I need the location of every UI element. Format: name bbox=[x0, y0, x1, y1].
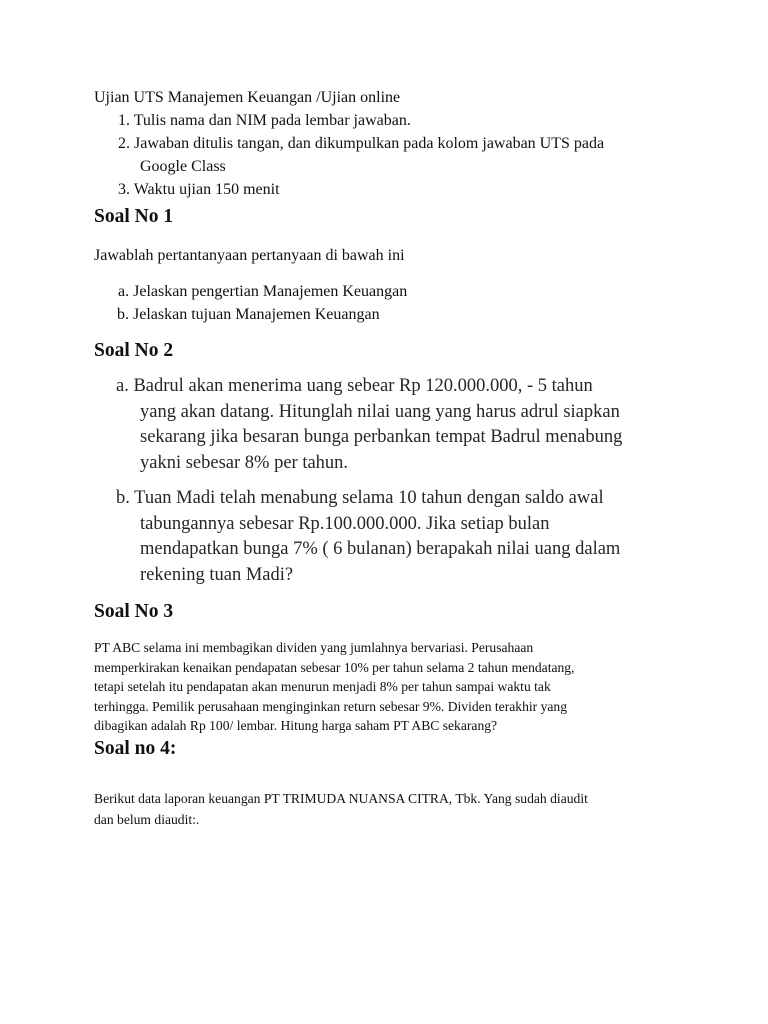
soal-4-line-2: dan belum diaudit:. bbox=[94, 811, 200, 827]
soal-4-heading: Soal no 4: bbox=[94, 738, 177, 759]
exam-title: Ujian UTS Manajemen Keuangan /Ujian online bbox=[94, 89, 401, 106]
item-text: Tuan Madi telah menabung selama 10 tahun dengan saldo awal bbox=[134, 488, 604, 508]
item-text: Badrul akan menerima uang sebear Rp 120.000.000, - 5 tahun bbox=[133, 376, 593, 396]
instruction-number: 2. bbox=[118, 135, 130, 152]
instruction-text: Waktu ujian 150 menit bbox=[133, 181, 280, 198]
instruction-item-2 bbox=[118, 132, 604, 155]
soal-2-item-a-line-3: sekarang jika besaran bunga perbankan tempat Badrul menabung bbox=[140, 427, 623, 447]
soal-2-item-b-line-4: rekening tuan Madi? bbox=[140, 564, 294, 585]
soal-2-item-a-line-1 bbox=[116, 374, 593, 400]
soal-2-item-a-line-4: yakni sebesar 8% per tahun. bbox=[140, 452, 349, 473]
soal-1-heading: Soal No 1 bbox=[94, 206, 174, 227]
soal-3-line-1: PT ABC selama ini membagikan dividen yang jumlahnya bervariasi. Perusahaan bbox=[94, 640, 534, 655]
instruction-item-2-continuation: Google Class bbox=[140, 158, 226, 175]
item-label: b. bbox=[116, 488, 130, 508]
soal-1-lead: Jawablah pertantanyaan pertanyaan di bawah ini bbox=[94, 247, 405, 264]
soal-1-item-a bbox=[118, 280, 407, 303]
item-label: a. bbox=[118, 283, 130, 300]
instruction-text: Jawaban ditulis tangan, dan dikumpulkan pada kolom jawaban UTS pada bbox=[134, 135, 605, 152]
instruction-item-1 bbox=[118, 109, 411, 132]
soal-3-line-5: dibagikan adalah Rp 100/ lembar. Hitung harga saham PT ABC sekarang? bbox=[94, 718, 498, 733]
soal-3-heading: Soal No 3 bbox=[94, 601, 174, 622]
instruction-number: 1. bbox=[118, 112, 130, 129]
soal-2-item-a-line-2: yang akan datang. Hitunglah nilai uang yang harus adrul siapkan bbox=[140, 401, 620, 422]
instruction-text: Tulis nama dan NIM pada lembar jawaban. bbox=[133, 112, 411, 129]
soal-2-item-b-line-3: mendapatkan bunga 7% ( 6 bulanan) berapakah nilai uang dalam bbox=[140, 539, 621, 559]
soal-3-line-3: tetapi setelah itu pendapatan akan menurun menjadi 8% per tahun sampai waktu tak bbox=[94, 679, 551, 694]
item-label: a. bbox=[116, 376, 129, 396]
item-label: b. bbox=[117, 306, 129, 323]
soal-3-line-2: memperkirakan kenaikan pendapatan sebesar 10% per tahun selama 2 tahun mendatang, bbox=[94, 659, 575, 675]
soal-3-line-4: terhingga. Pemilik perusahaan menginginkan return sebesar 9%. Dividen terakhir yang bbox=[94, 698, 567, 714]
soal-2-item-b-line-1 bbox=[116, 486, 604, 512]
instruction-item-3 bbox=[118, 178, 280, 201]
item-text: Jelaskan tujuan Manajemen Keuangan bbox=[133, 306, 380, 323]
soal-2-heading: Soal No 2 bbox=[94, 340, 174, 361]
soal-1-item-b bbox=[117, 303, 380, 326]
item-text: Jelaskan pengertian Manajemen Keuangan bbox=[133, 283, 408, 300]
soal-2-item-b-line-2: tabungannya sebesar Rp.100.000.000. Jika setiap bulan bbox=[140, 513, 550, 534]
instruction-number: 3. bbox=[118, 181, 130, 198]
soal-4-line-1: Berikut data laporan keuangan PT TRIMUDA NUANSA CITRA, Tbk. Yang sudah diaudit bbox=[94, 791, 588, 806]
